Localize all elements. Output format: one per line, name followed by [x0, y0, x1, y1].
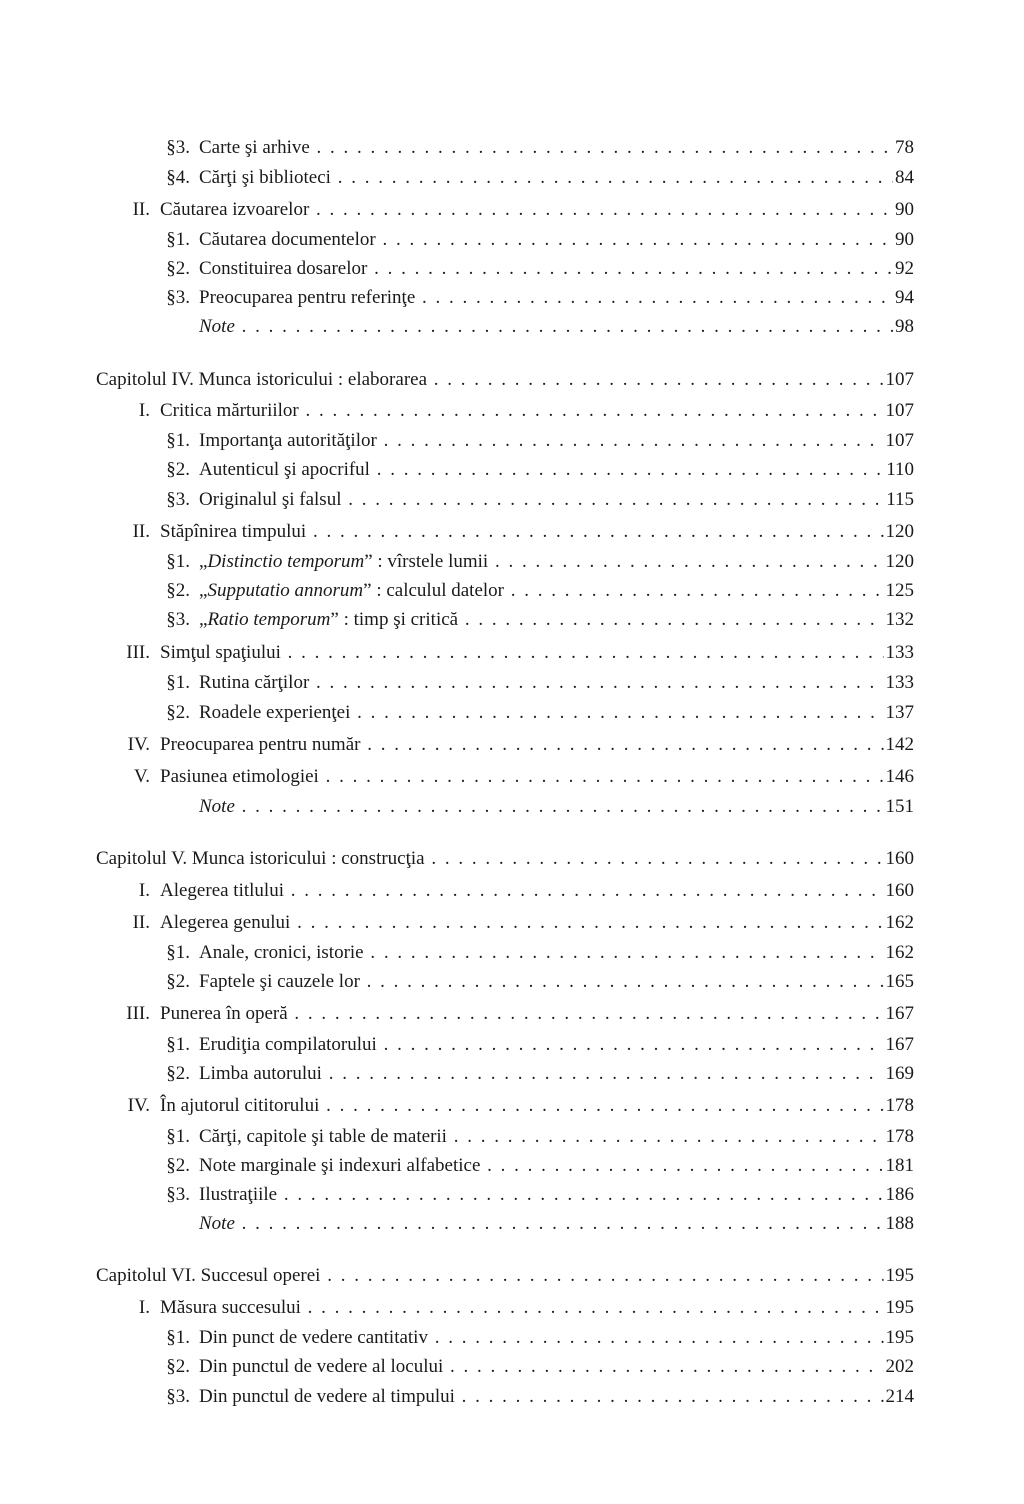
entry-title-text: Constituirea dosarelor	[199, 258, 368, 279]
entry-title-text: Limba autorului	[199, 1063, 322, 1084]
entry-number: §1.	[166, 229, 190, 250]
subsection-entry	[0, 314, 1024, 340]
entry-title	[160, 1093, 914, 1119]
entry-title-text: Ilustraţiile	[199, 1184, 278, 1205]
subsection-entry	[0, 1032, 1024, 1058]
chapter-entry	[0, 367, 1024, 393]
subsection-entry	[0, 1354, 1024, 1380]
page-number: 178	[884, 1093, 915, 1119]
entry-title	[160, 1295, 914, 1321]
page-number: 137	[884, 700, 915, 726]
page-number: 142	[884, 732, 915, 758]
entry-number: §3.	[166, 137, 190, 158]
section-entry	[0, 910, 1024, 936]
entry-title-text: Căutarea documentelor	[199, 229, 376, 250]
section-entry	[0, 398, 1024, 424]
entry-title	[199, 1061, 914, 1087]
entry-title-text: ” : timp şi critică	[330, 609, 459, 630]
entry-title-text: Critica mărturiilor	[160, 400, 299, 421]
entry-title	[199, 969, 914, 995]
entry-number: §3.	[166, 1386, 190, 1407]
section-entry	[0, 197, 1024, 223]
entry-title-text: Stăpînirea timpului	[160, 521, 307, 542]
page-number: 94	[893, 285, 914, 311]
subsection-entry	[0, 969, 1024, 995]
entry-title	[199, 1325, 914, 1351]
entry-title-text: Cărţi, capitole şi table de materii	[199, 1126, 447, 1147]
entry-title	[199, 256, 914, 282]
entry-number: §1.	[166, 430, 190, 451]
entry-title	[199, 1211, 914, 1237]
entry-title-italic: Distinctio temporum	[207, 551, 365, 572]
entry-number: §1.	[166, 551, 190, 572]
entry-number: II.	[132, 199, 150, 220]
subsection-entry	[0, 1211, 1024, 1237]
entry-title-italic: Note	[199, 316, 235, 337]
entry-title	[199, 428, 914, 454]
section-entry	[0, 640, 1024, 666]
page-number: 107	[884, 367, 915, 393]
entry-title-text: Alegerea genului	[160, 912, 291, 933]
page-number: 151	[884, 794, 915, 820]
entry-title	[160, 764, 914, 790]
entry-title-text: Capitolul V. Munca istoricului : construcţia	[96, 848, 425, 869]
page-number: 214	[884, 1384, 915, 1410]
entry-number: §2.	[166, 258, 190, 279]
entry-title	[160, 732, 914, 758]
section-entry	[0, 1093, 1024, 1119]
page-number: 78	[893, 135, 914, 161]
entry-title	[160, 1001, 914, 1027]
page-number: 188	[884, 1211, 915, 1237]
section-entry	[0, 732, 1024, 758]
entry-title-text: Rutina cărţilor	[199, 672, 310, 693]
page-number: 84	[893, 165, 914, 191]
subsection-entry	[0, 1182, 1024, 1208]
entry-title	[199, 165, 914, 191]
page-number: 186	[884, 1182, 915, 1208]
page-number: 92	[893, 256, 914, 282]
entry-number: V.	[133, 766, 150, 787]
page-number: 133	[884, 640, 915, 666]
entry-title	[96, 846, 914, 872]
page-number: 115	[884, 487, 914, 513]
entry-title	[199, 578, 914, 604]
entry-title	[160, 398, 914, 424]
page-number: 110	[884, 457, 914, 483]
page-number: 107	[884, 428, 915, 454]
page-number: 195	[884, 1263, 915, 1289]
entry-number: IV.	[127, 1095, 150, 1116]
entry-title-text: Preocuparea pentru referinţe	[199, 287, 416, 308]
entry-title-text: Alegerea titlului	[160, 880, 284, 901]
chapter-entry	[0, 846, 1024, 872]
subsection-entry	[0, 940, 1024, 966]
subsection-entry	[0, 700, 1024, 726]
entry-number: §3.	[166, 489, 190, 510]
entry-title	[199, 670, 914, 696]
section-entry	[0, 519, 1024, 545]
entry-title-text: Erudiţia compilatorului	[199, 1034, 377, 1055]
entry-title	[96, 1263, 914, 1289]
entry-title-text: ” : calculul datelor	[363, 580, 504, 601]
entry-number: §1.	[166, 1034, 190, 1055]
subsection-entry	[0, 1153, 1024, 1179]
entry-title-text: Cărţi şi biblioteci	[199, 167, 331, 188]
entry-title	[96, 367, 914, 393]
subsection-entry	[0, 1325, 1024, 1351]
entry-title-text: Din punctul de vedere al locului	[199, 1356, 444, 1377]
entry-number: §3.	[166, 1184, 190, 1205]
entry-title	[199, 700, 914, 726]
entry-number: §4.	[166, 167, 190, 188]
entry-title-text: Roadele experienţei	[199, 702, 351, 723]
entry-number: §2.	[166, 1356, 190, 1377]
page-number: 160	[884, 878, 915, 904]
entry-title-text: Simţul spaţiului	[160, 642, 281, 663]
entry-title	[160, 519, 914, 545]
subsection-entry	[0, 1384, 1024, 1410]
entry-title	[199, 549, 914, 575]
entry-number: §1.	[166, 1126, 190, 1147]
entry-title-text: ” : vîrstele lumii	[364, 551, 489, 572]
entry-number: §1.	[166, 1327, 190, 1348]
subsection-entry	[0, 285, 1024, 311]
subsection-entry	[0, 578, 1024, 604]
entry-title	[160, 640, 914, 666]
entry-number: II.	[132, 521, 150, 542]
entry-title	[199, 1153, 914, 1179]
page-number: 160	[884, 846, 915, 872]
subsection-entry	[0, 670, 1024, 696]
entry-number: III.	[126, 1003, 150, 1024]
entry-title	[199, 940, 914, 966]
subsection-entry	[0, 607, 1024, 633]
page-number: 98	[893, 314, 914, 340]
entry-title	[199, 1124, 914, 1150]
entry-title-text: Capitolul IV. Munca istoricului : elaborarea	[96, 369, 428, 390]
page-number: 90	[893, 227, 914, 253]
entry-title-text: Originalul şi falsul	[199, 489, 342, 510]
page-number: 167	[884, 1001, 915, 1027]
entry-title-text: Căutarea izvoarelor	[160, 199, 310, 220]
entry-title-text: Din punct de vedere cantitativ	[199, 1327, 428, 1348]
entry-title-text: Anale, cronici, istorie	[199, 942, 364, 963]
entry-number: II.	[132, 912, 150, 933]
entry-title-text: Note marginale şi indexuri alfabetice	[199, 1155, 481, 1176]
subsection-entry	[0, 227, 1024, 253]
entry-title-prefix: „	[199, 609, 208, 630]
entry-number: §2.	[166, 702, 190, 723]
page-number: 169	[884, 1061, 915, 1087]
entry-title-prefix: „	[199, 580, 208, 601]
entry-title-text: Măsura succesului	[160, 1297, 301, 1318]
subsection-entry	[0, 428, 1024, 454]
entry-title	[199, 794, 914, 820]
page-number: 132	[884, 607, 915, 633]
section-entry	[0, 878, 1024, 904]
entry-title	[160, 197, 914, 223]
page-number: 125	[884, 578, 915, 604]
entry-number: §2.	[166, 971, 190, 992]
entry-title-prefix: „	[199, 551, 208, 572]
entry-title	[199, 227, 914, 253]
subsection-entry	[0, 256, 1024, 282]
entry-title	[199, 1032, 914, 1058]
page-number: 181	[884, 1153, 915, 1179]
subsection-entry	[0, 1061, 1024, 1087]
entry-number: I.	[138, 1297, 150, 1318]
subsection-entry	[0, 794, 1024, 820]
entry-title-italic: Note	[199, 1213, 235, 1234]
chapter-entry	[0, 1263, 1024, 1289]
entry-number: §3.	[166, 287, 190, 308]
page-number: 178	[884, 1124, 915, 1150]
entry-title	[199, 607, 914, 633]
entry-number: III.	[126, 642, 150, 663]
page-number: 195	[884, 1325, 915, 1351]
page-number: 167	[884, 1032, 915, 1058]
page-number: 202	[884, 1354, 915, 1380]
entry-title	[199, 135, 914, 161]
entry-title-italic: Note	[199, 796, 235, 817]
entry-number: §2.	[166, 1063, 190, 1084]
entry-number: §2.	[166, 459, 190, 480]
page-number: 120	[884, 519, 915, 545]
entry-title	[160, 910, 914, 936]
entry-number: §1.	[166, 942, 190, 963]
page-number: 90	[893, 197, 914, 223]
page-number: 146	[884, 764, 915, 790]
entry-title-italic: Ratio temporum	[207, 609, 331, 630]
entry-number: §2.	[166, 580, 190, 601]
entry-title	[199, 285, 914, 311]
page-number: 195	[884, 1295, 915, 1321]
entry-number: §1.	[166, 672, 190, 693]
entry-title	[199, 457, 914, 483]
entry-title-text: Autenticul şi apocriful	[199, 459, 370, 480]
entry-number: §2.	[166, 1155, 190, 1176]
entry-number: I.	[138, 400, 150, 421]
page-number: 120	[884, 549, 915, 575]
page-number: 162	[884, 910, 915, 936]
page-number: 133	[884, 670, 915, 696]
entry-title	[199, 314, 914, 340]
subsection-entry	[0, 1124, 1024, 1150]
entry-title-text: Punerea în operă	[160, 1003, 288, 1024]
subsection-entry	[0, 457, 1024, 483]
entry-title-text: Capitolul VI. Succesul operei	[96, 1265, 321, 1286]
subsection-entry	[0, 135, 1024, 161]
entry-title	[160, 878, 914, 904]
entry-title	[199, 1182, 914, 1208]
section-entry	[0, 764, 1024, 790]
entry-number: IV.	[127, 734, 150, 755]
section-entry	[0, 1295, 1024, 1321]
subsection-entry	[0, 487, 1024, 513]
entry-number: §3.	[166, 609, 190, 630]
entry-title-text: Carte şi arhive	[199, 137, 310, 158]
subsection-entry	[0, 549, 1024, 575]
entry-title	[199, 1354, 914, 1380]
page-number: 165	[884, 969, 915, 995]
entry-title-italic: Supputatio annorum	[207, 580, 364, 601]
page-number: 107	[884, 398, 915, 424]
entry-title-text: Importanţa autorităţilor	[199, 430, 377, 451]
section-entry	[0, 1001, 1024, 1027]
entry-title-text: Pasiunea etimologiei	[160, 766, 319, 787]
entry-title-text: Preocuparea pentru număr	[160, 734, 361, 755]
entry-title-text: Din punctul de vedere al timpului	[199, 1386, 455, 1407]
subsection-entry	[0, 165, 1024, 191]
entry-title-text: Faptele şi cauzele lor	[199, 971, 360, 992]
entry-number: I.	[138, 880, 150, 901]
entry-title	[199, 1384, 914, 1410]
entry-title-text: În ajutorul cititorului	[160, 1095, 320, 1116]
entry-title	[199, 487, 914, 513]
page-number: 162	[884, 940, 915, 966]
